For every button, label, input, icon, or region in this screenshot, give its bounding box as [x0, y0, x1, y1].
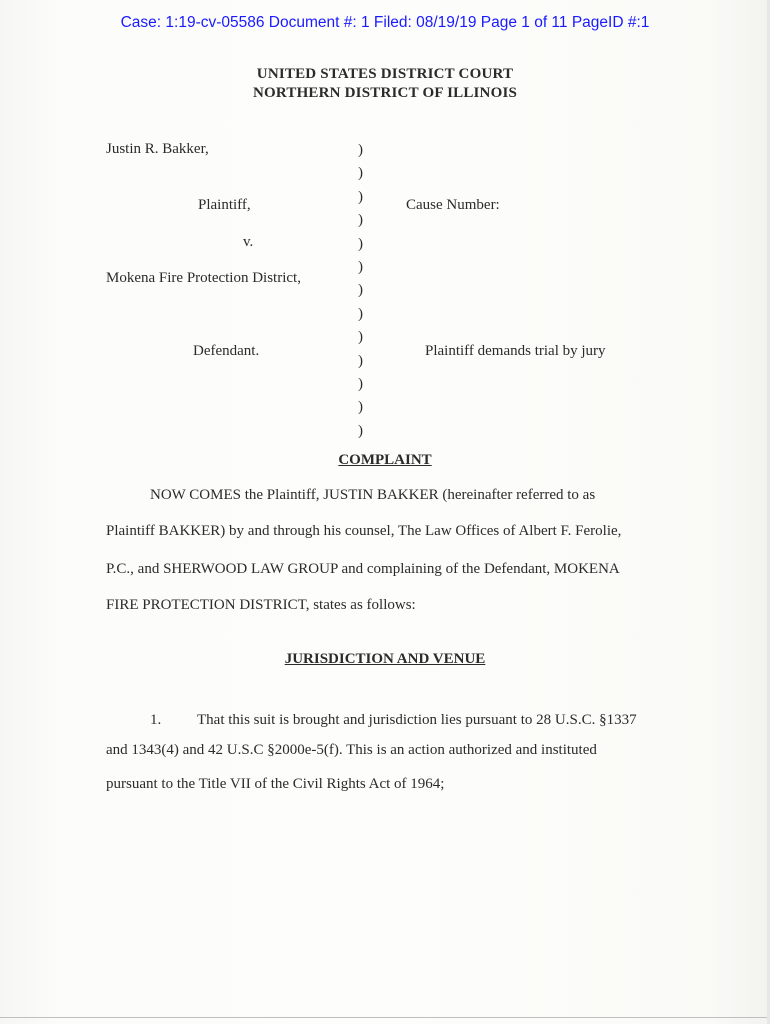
- paren: ): [358, 282, 363, 299]
- paren: ): [358, 235, 363, 252]
- paren: ): [358, 422, 363, 439]
- versus-label: v.: [243, 234, 254, 250]
- paren: ): [358, 142, 363, 158]
- intro-line-2: Plaintiff BAKKER) by and through his counsel, The Law Offices of Albert F. Ferolie,: [106, 523, 622, 539]
- cause-number-label: Cause Number:: [406, 197, 500, 213]
- caption-paren-column: [358, 139, 370, 443]
- para1-line-1: That this suit is brought and jurisdiction lies pursuant to 28 U.S.C. §1337: [197, 712, 637, 728]
- intro-line-3: P.C., and SHERWOOD LAW GROUP and complaining of the Defendant, MOKENA: [106, 561, 620, 577]
- court-title-line-2: NORTHERN DISTRICT OF ILLINOIS: [252, 85, 518, 101]
- paren: ): [358, 329, 363, 346]
- court-title-line-1: UNITED STATES DISTRICT COURT: [256, 66, 514, 82]
- para1-line-2: and 1343(4) and 42 U.S.C §2000e-5(f). This is an action authorized and instituted: [106, 742, 597, 758]
- paren: ): [358, 165, 363, 182]
- para1-line-3: pursuant to the Title VII of the Civil Rights Act of 1964;: [106, 776, 445, 792]
- jury-demand: Plaintiff demands trial by jury: [425, 343, 606, 359]
- intro-line-1: NOW COMES the Plaintiff, JUSTIN BAKKER (hereinafter referred to as: [150, 487, 596, 503]
- jurisdiction-heading: JURISDICTION AND VENUE: [284, 651, 486, 667]
- paragraph-number: 1.: [150, 712, 162, 728]
- paren: ): [358, 212, 363, 229]
- defendant-label: Defendant.: [193, 343, 260, 359]
- defendant-name: Mokena Fire Protection District,: [106, 270, 301, 286]
- paren: ): [358, 305, 363, 322]
- complaint-heading: COMPLAINT: [338, 452, 432, 468]
- paren: ): [358, 399, 363, 416]
- paren: ): [358, 352, 363, 369]
- bottom-scan-line: [0, 1017, 770, 1018]
- paren: ): [358, 188, 363, 205]
- intro-line-4: FIRE PROTECTION DISTRICT, states as follows:: [106, 597, 416, 613]
- paren: ): [358, 375, 363, 392]
- court-title: [0, 65, 770, 103]
- plaintiff-label: Plaintiff,: [198, 197, 251, 213]
- plaintiff-name: Justin R. Bakker,: [106, 141, 209, 157]
- paren: ): [358, 258, 363, 275]
- case-header-stamp: Case: 1:19-cv-05586 Document #: 1 Filed: 08/19/19 Page 1 of 11 PageID #:1: [120, 14, 650, 31]
